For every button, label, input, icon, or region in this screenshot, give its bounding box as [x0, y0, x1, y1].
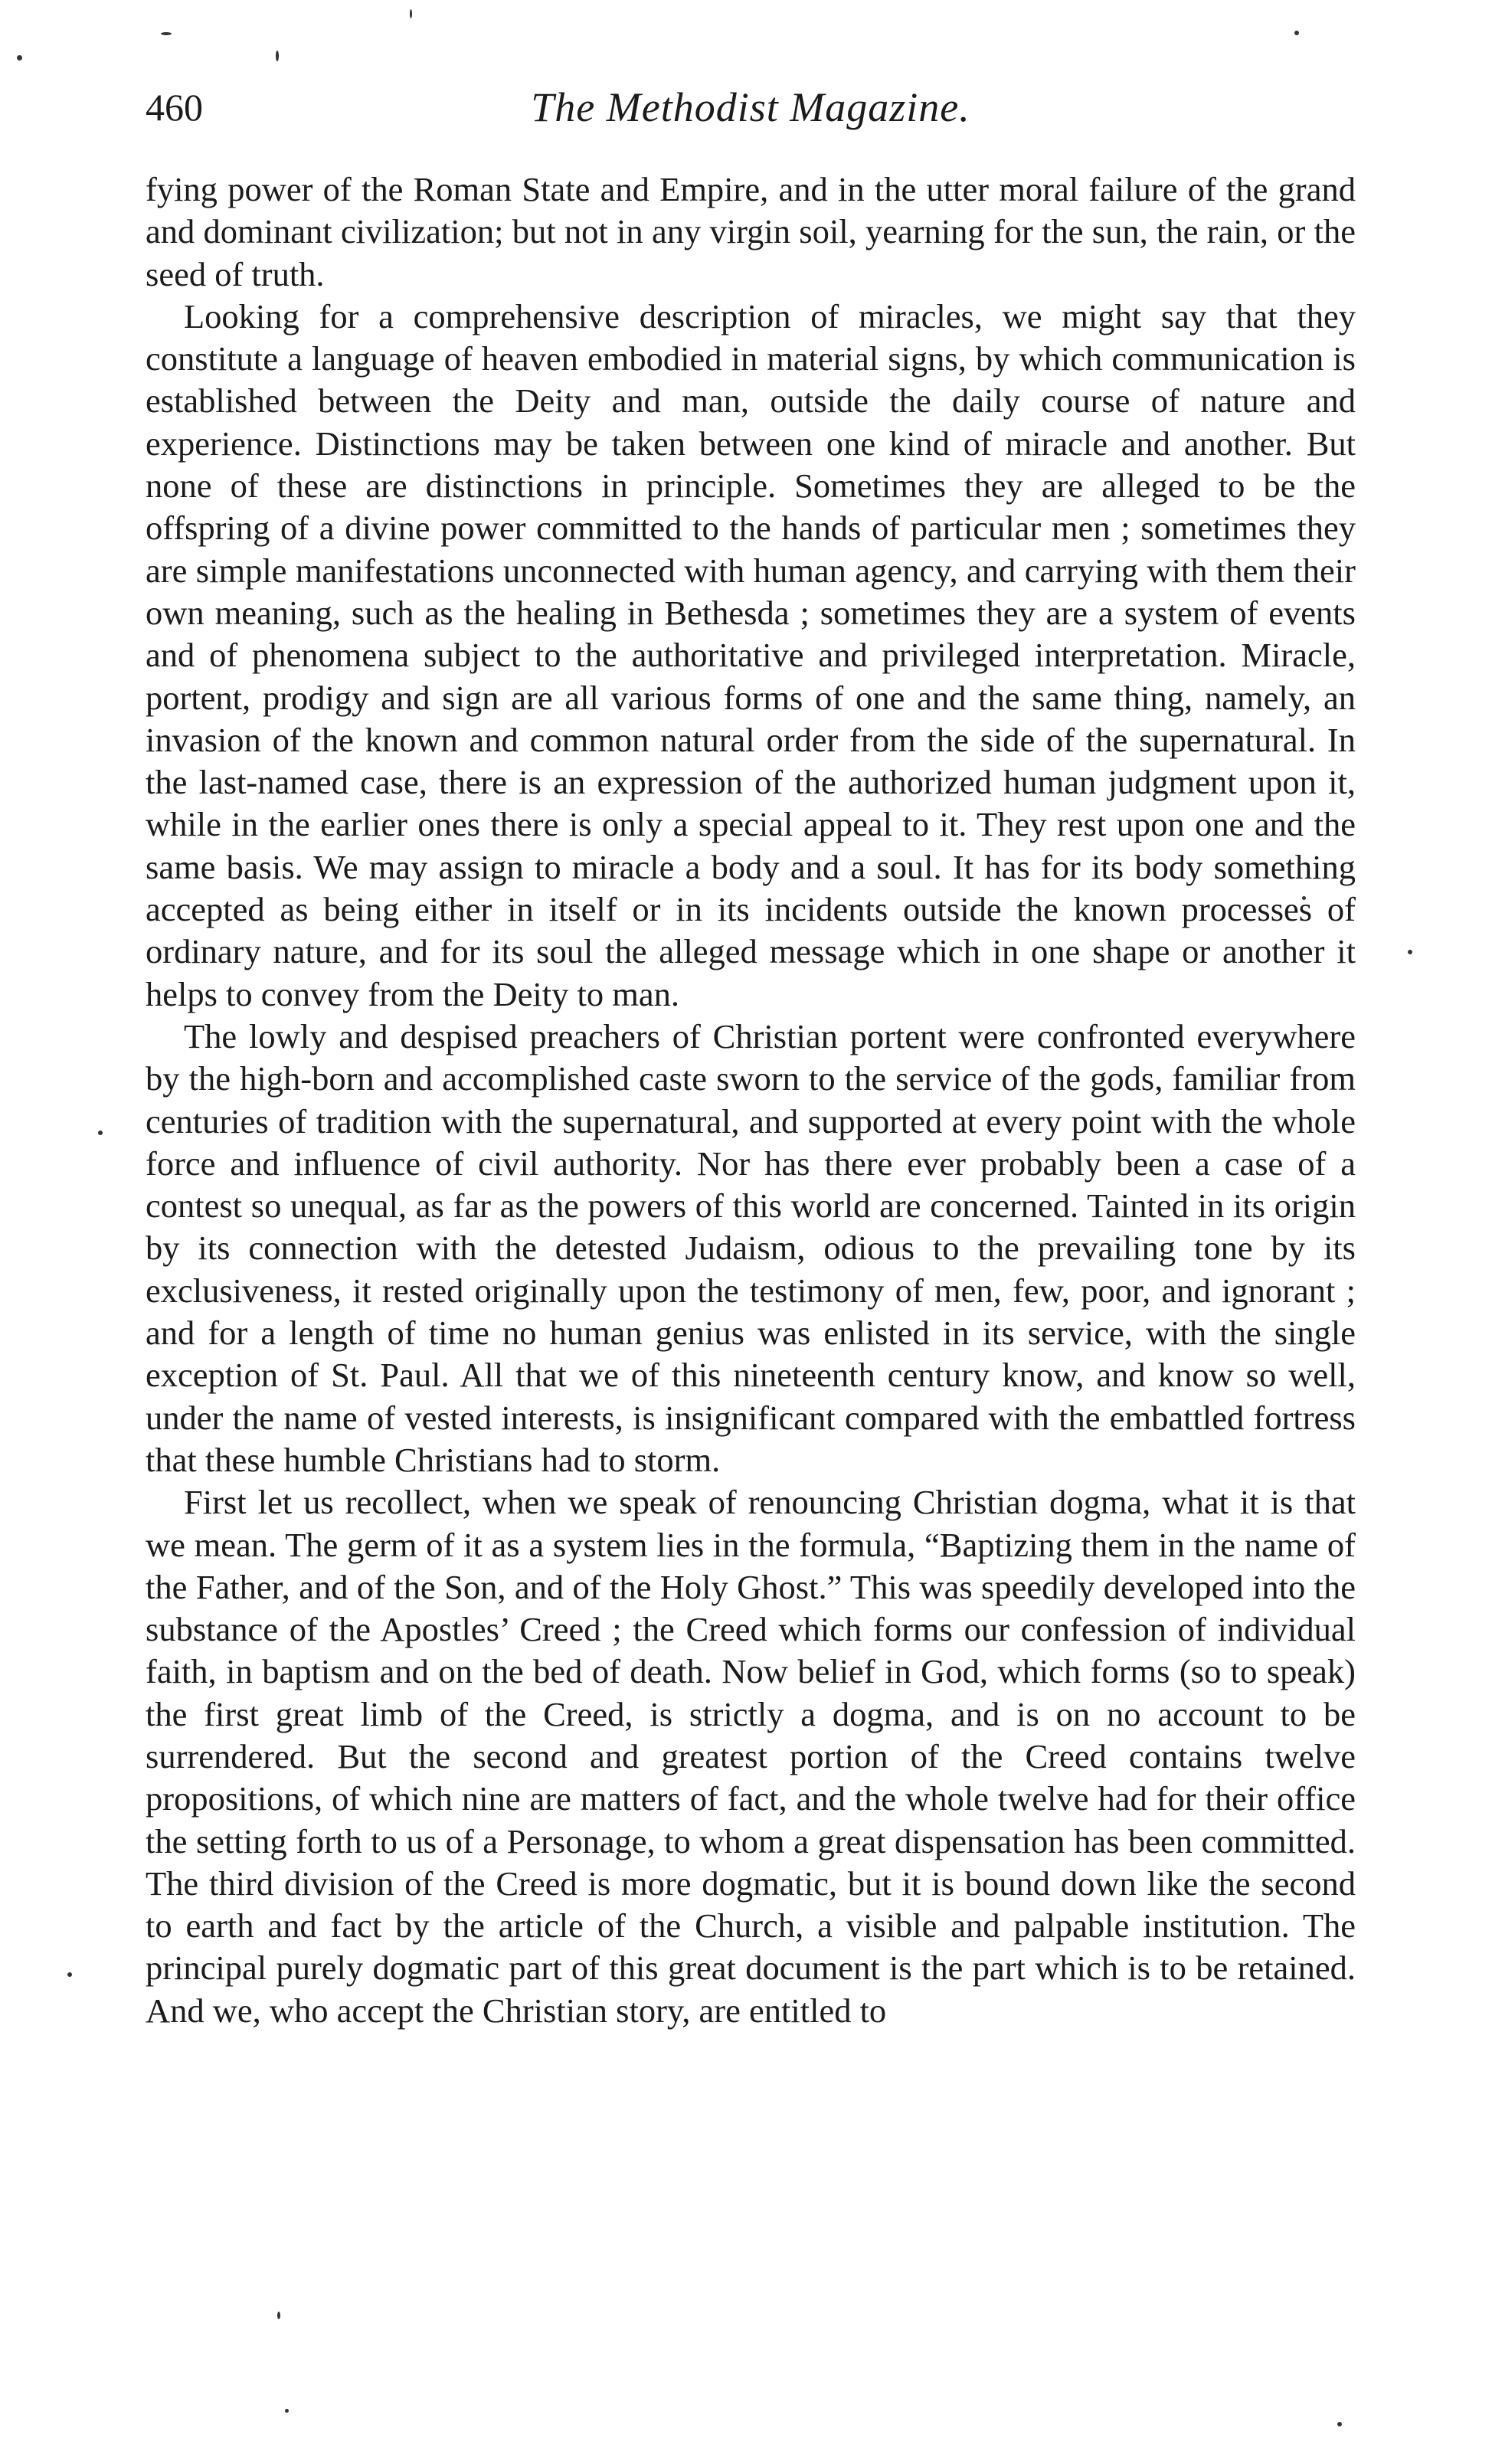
- scan-speck: [276, 51, 279, 61]
- paragraph-miracles: Looking for a comprehensive description of miracles, we might say that they constitute a language of heaven embodied in material signs, by which communication is established between the Deity and man, outside the daily course of nature and experience. Distinctions may be taken between one kind of miracle and another. But none of these are distinctions in principle. Sometimes they are alleged to be the offspring of a divine power committed to the hands of particular men ; sometimes they are simple manifestations unconnected with human agency, and carrying with them their own meaning, such as the healing in Bethesda ; sometimes they are a system of events and of phenomena subject to the authoritative and privileged interpretation. Miracle, portent, prodigy and sign are all various forms of one and the same thing, namely, an invasion of the known and common natural order from the side of the supernatural. In the last-named case, there is an expression of the authorized human judgment upon it, while in the earlier ones there is only a special appeal to it. They rest upon one and the same basis. We may assign to miracle a body and a soul. It has for its body something accepted as being either in itself or in its incidents outside the known processes of ordinary nature, and for its soul the alleged message which in one shape or another it helps to convey from the Deity to man.: [146, 296, 1356, 1013]
- paragraph-preachers: The lowly and despised preachers of Christian portent were confronted everywhere by the high-born and accomplished caste sworn to the service of the gods, familiar from centuries of tradition with the supernatural, and supported at every point with the whole force and influence of civil authority. Nor has there ever probably been a case of a contest so unequal, as far as the powers of this world are concerned. Tainted in its origin by its connection with the detested Judaism, odious to the prevailing tone by its exclusiveness, it rested originally upon the testimony of men, few, poor, and ignorant ; and for a length of time no human genius was enlisted in its service, with the single exception of St. Paul. All that we of this nineteenth century know, and know so well, under the name of vested interests, is insignificant compared with the embattled fortress that these humble Christians had to storm.: [146, 1016, 1356, 1479]
- paragraph-dogma: First let us recollect, when we speak of renouncing Christian dogma, what it is that we mean. The germ of it as a system lies in the formula, “Baptizing them in the name of the Father, and of the Son, and of the Holy Ghost.” This was speedily developed into the substance of the Apostles’ Creed ; the Creed which forms our confession of individual faith, in baptism and on the bed of death. Now belief in God, which forms (so to speak) the first great limb of the Creed, is strictly a dogma, and is on no account to be surrendered. But the second and greatest portion of the Creed contains twelve propositions, of which nine are matters of fact, and the whole twelve had for their office the setting forth to us of a Personage, to whom a great dispensation has been committed. The third division of the Creed is more dogmatic, but it is bound down like the second to earth and fact by the article of the Church, a visible and palpable institution. The principal purely dogmatic part of this great document is the part which is to be retained. And we, who accept the Christian story, are entitled to: [146, 1483, 1356, 2030]
- scan-speck: [1337, 2422, 1342, 2426]
- page-number: 460: [146, 86, 203, 129]
- scan-speck: [277, 2312, 280, 2319]
- scan-speck: [67, 1972, 72, 1977]
- page-header: [146, 77, 1356, 138]
- running-title: The Methodist Magazine.: [531, 84, 970, 130]
- scan-speck: [285, 2409, 289, 2413]
- scan-speck: [98, 1131, 103, 1135]
- scan-speck: [1408, 950, 1412, 954]
- scan-speck: [1294, 31, 1299, 35]
- body-text: [146, 169, 1356, 2032]
- scan-speck: [17, 55, 22, 61]
- scan-speck: [161, 32, 172, 35]
- scan-speck: [410, 9, 412, 18]
- paragraph-continuation: fying power of the Roman State and Empire, and in the utter moral failure of the grand and dominant civilization; but not in any virgin soil, yearning for the sun, the rain, or the seed of truth.: [146, 170, 1356, 293]
